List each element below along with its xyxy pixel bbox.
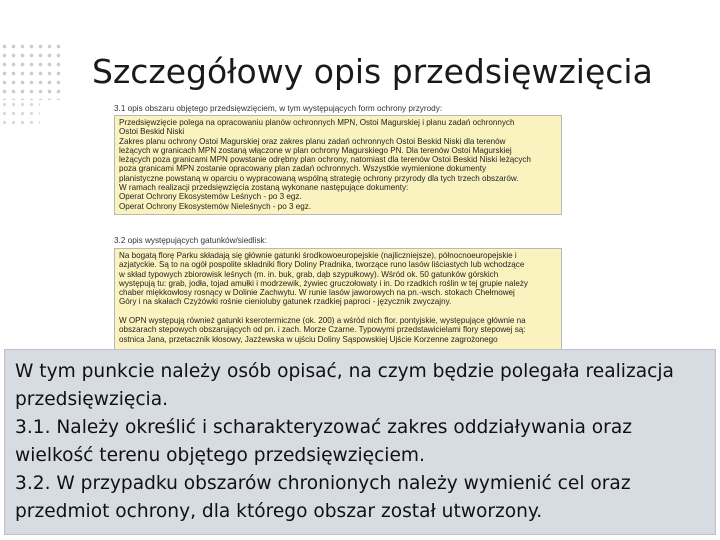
text-line: planistyczne powstaną w oparciu o wypracowaną wspólną strategię ochrony przyrody dla tych trzech obszarów. [119, 173, 519, 183]
text-line: poza granicami MPN zostanie opracowany plan zadań ochronnych. Wszystkie wymienione dokumenty [119, 164, 487, 174]
slide-title: Szczegółowy opis przedsięwzięcia [92, 52, 653, 91]
text-line: Na bogatą florę Parku składają się głównie gatunki środkowoeuropejskie (najliczniejsze), północnoeuropejskie i [119, 251, 517, 260]
caption-line: 3.1. Należy określić i scharakteryzować zakres oddziaływania oraz [15, 417, 632, 438]
section-32-textbox[interactable] [114, 248, 562, 364]
text-line: ostnica Jana, przetacznik kłosowy, Jazżewska w ujściu Doliny Sąspowskiej Ujście Korzenne zagrożonego [119, 334, 498, 344]
caption-line: 3.2. W przypadku obszarów chronionych należy wymienić cel oraz [15, 473, 631, 494]
section-31-label: 3.1 opis obszaru objętego przedsięwzięciem, w tym występujących form ochrony przyrody: [114, 104, 443, 113]
caption-line: przedsięwzięcia. [15, 389, 169, 410]
text-line: W ramach realizacji przedsięwzięcia zostaną wykonane następujące dokumenty: [119, 183, 409, 193]
text-line: leżących w granicach MPN zostaną włączone w plan ochrony Magurskiego PN. Dla terenów Ostoi Magurskiej [119, 145, 512, 155]
form-screenshot [110, 100, 565, 364]
text-line: leżących poza granicami MPN powstanie odrębny plan ochrony, natomiast dla terenów Ostoi Beskid Niski leżących [119, 155, 531, 165]
text-line [119, 307, 557, 316]
text-line: azjatyckie. Są to na ogół pospolite składniki flory Doliny Pradnika, tworzące runo lasów liściastych lub wchodzące [119, 260, 525, 270]
caption-line: przedmiot ochrony, dla którego obszar został utworzony. [15, 501, 543, 522]
text-line: Zakres planu ochrony Ostoi Magurskiej oraz zakres planu zadań ochronnych Ostoi Beskid Niski dla terenów [119, 136, 506, 146]
section-32-label: 3.2 opis występujących gatunków/siedlisk: [114, 236, 267, 245]
explanation-box [4, 349, 716, 535]
text-line: obszarach stepowych obszarujących od pn. i zach. Morze Czarne. Typowymi przedstawicielami flory stepowej są: [119, 325, 526, 335]
text-line: Ostoi Beskid Niski [119, 127, 185, 137]
text-line: chaber miękkowłosy rosnący w Dolinie Zachwytu. W runie lasów jaworowych na pn.-wsch. stokach Chełmowej [119, 288, 515, 298]
caption-line: wielkość terenu objętego przedsięwzięciem. [15, 445, 425, 466]
section-31-textbox[interactable] [114, 115, 562, 215]
text-line: w skład typowych zbiorowisk leśnych (m. in. buk, grab, dąb szypułkowy). Wśród ok. 50 gatunków górskich [119, 269, 499, 279]
text-line: Przedsięwzięcie polega na opracowaniu planów ochronnych MPN, Ostoi Magurskiej i planu zadań ochronnych [119, 118, 515, 127]
caption-line: W tym punkcie należy osób opisać, na czym będzie polegała realizacja [15, 361, 674, 382]
text-line: Operat Ochrony Ekosystemów Nieleśnych - po 3 egz. [119, 201, 312, 211]
text-line: W OPN występują również gatunki kserotermiczne (ok. 200) a wśród nich flor. pontyjskie, występujące głównie na [119, 316, 526, 326]
decorative-dot-pattern [0, 42, 62, 100]
text-line: występują tu: grab, jodła, tojad amułki i modrzewik, żywiec gruczołowaty i in. Do rzadkich roślin w tej grupie należy [119, 278, 528, 288]
decorative-dot-pattern-small [0, 100, 40, 126]
text-line: Góry i na skałach Czyżówki rośnie cienioluby gatunek rzadkiej paproci - języcznik zwyczajny. [119, 297, 452, 307]
text-line: Operat Ochrony Ekosystemów Leśnych - po 3 egz. [119, 192, 302, 202]
